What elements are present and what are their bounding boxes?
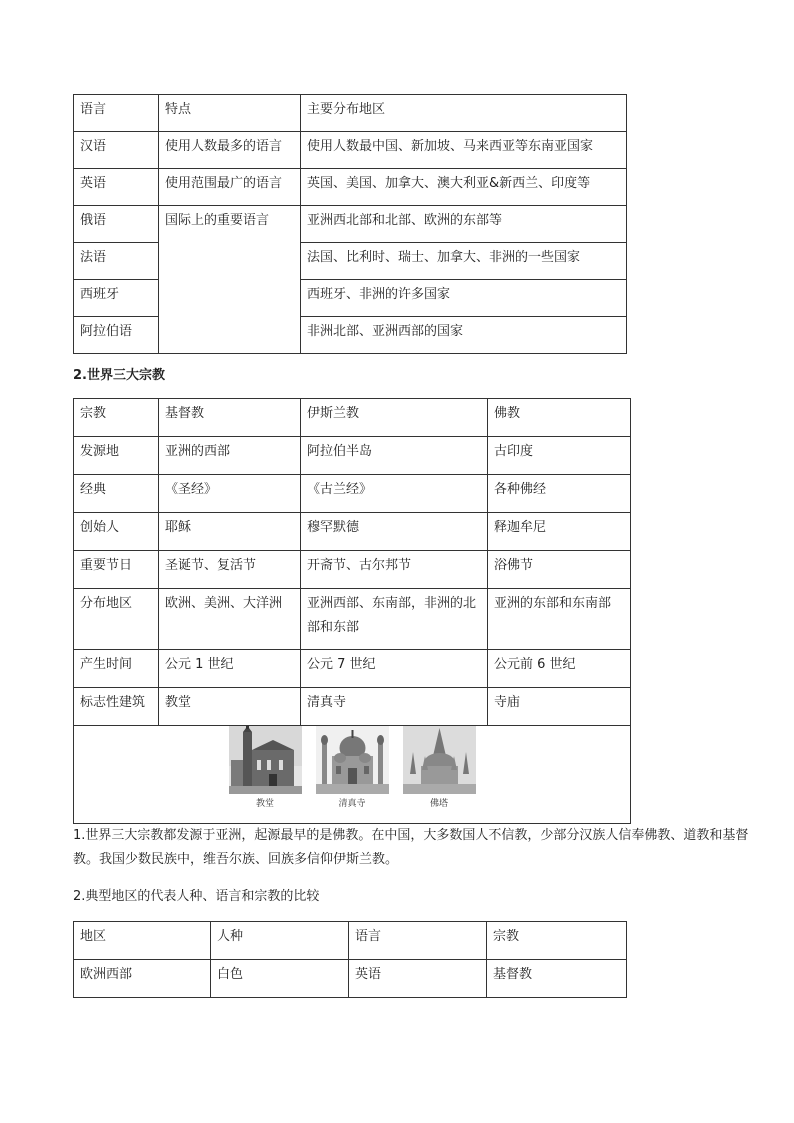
- language-cell: 俄语: [74, 206, 159, 243]
- language-cell: 西班牙: [74, 280, 159, 317]
- table-cell: 标志性建筑: [74, 688, 159, 726]
- table-cell: 各种佛经: [488, 475, 631, 513]
- table-cell: 欧洲西部: [74, 960, 211, 998]
- table-row: [74, 688, 631, 726]
- region-cell: 非洲北部、亚洲西部的国家: [301, 317, 627, 354]
- photo-caption: 佛塔: [429, 799, 448, 809]
- table-cell: 英语: [349, 960, 487, 998]
- mosque-photo: [316, 726, 389, 810]
- language-cell: 法语: [74, 243, 159, 280]
- table-cell: 公元前 6 世纪: [488, 650, 631, 688]
- region-cell: 法国、比利时、瑞士、加拿大、非洲的一些国家: [301, 243, 627, 280]
- table-cell: 穆罕默德: [301, 513, 488, 551]
- table-cell: 公元 1 世纪: [159, 650, 301, 688]
- region-cell: 亚洲西北部和北部、欧洲的东部等: [301, 206, 627, 243]
- table-row: [74, 589, 631, 650]
- header-cell: 语言: [74, 95, 159, 132]
- note-paragraph: 1.世界三大宗教都发源于亚洲，起源最早的是佛教。在中国，大多数国人不信教，少部分汉族人信奉佛教、道教和基督教。我国少数民族中，维吾尔族、回族多信仰伊斯兰教。: [73, 828, 749, 867]
- header-cell: 宗教: [74, 399, 159, 437]
- table-row: [74, 960, 627, 998]
- table-cell: 阿拉伯半岛: [301, 437, 488, 475]
- table-row: [74, 243, 627, 280]
- header-cell: 语言: [349, 922, 487, 960]
- region-cell: 使用人数最中国、新加坡、马来西亚等东南亚国家: [301, 132, 627, 169]
- photo-strip: [74, 726, 630, 810]
- table-row: [74, 437, 631, 475]
- language-cell: 英语: [74, 169, 159, 206]
- table-cell: 释迦牟尼: [488, 513, 631, 551]
- table-header-row: [74, 95, 627, 132]
- table-cell: 圣诞节、复活节: [159, 551, 301, 589]
- table-cell: 《古兰经》: [301, 475, 488, 513]
- table-cell: 亚洲的东部和东南部: [488, 589, 631, 650]
- feature-cell: 使用人数最多的语言: [159, 132, 301, 169]
- church-photo: [229, 726, 302, 810]
- table-cell: 经典: [74, 475, 159, 513]
- table-cell: 亚洲西部、东南部，非洲的北部和东部: [301, 589, 488, 650]
- photo-cell: [74, 726, 631, 824]
- photo-caption: 教堂: [255, 799, 274, 809]
- region-cell: 西班牙、非洲的许多国家: [301, 280, 627, 317]
- region-comparison-table: [73, 921, 627, 998]
- feature-cell: 使用范围最广的语言: [159, 169, 301, 206]
- table-row: [74, 169, 627, 206]
- table-row: [74, 317, 627, 354]
- photo-row: [74, 726, 631, 824]
- table-row: [74, 475, 631, 513]
- table-cell: 分布地区: [74, 589, 159, 650]
- header-cell: 伊斯兰教: [301, 399, 488, 437]
- religion-table: [73, 398, 631, 824]
- language-cell: 阿拉伯语: [74, 317, 159, 354]
- pagoda-photo: [403, 726, 476, 810]
- table-cell: 浴佛节: [488, 551, 631, 589]
- header-cell: 佛教: [488, 399, 631, 437]
- table-cell: 《圣经》: [159, 475, 301, 513]
- header-cell: 人种: [211, 922, 349, 960]
- table-cell: 重要节日: [74, 551, 159, 589]
- table-cell: 寺庙: [488, 688, 631, 726]
- table-cell: 古印度: [488, 437, 631, 475]
- languages-table: [73, 94, 627, 354]
- table-row: [74, 551, 631, 589]
- region-cell: 英国、美国、加拿大、澳大利亚&新西兰、印度等: [301, 169, 627, 206]
- table-row: [74, 280, 627, 317]
- table-cell: 创始人: [74, 513, 159, 551]
- pagoda-image: [403, 726, 476, 794]
- table-cell: 教堂: [159, 688, 301, 726]
- table-cell: 欧洲、美洲、大洋洲: [159, 589, 301, 650]
- table-cell: 清真寺: [301, 688, 488, 726]
- mosque-image: [316, 726, 389, 794]
- table-cell: 开斋节、古尔邦节: [301, 551, 488, 589]
- church-image: [229, 726, 302, 794]
- table-header-row: [74, 399, 631, 437]
- header-cell: 地区: [74, 922, 211, 960]
- table-cell: 基督教: [487, 960, 627, 998]
- header-cell: 特点: [159, 95, 301, 132]
- header-cell: 主要分布地区: [301, 95, 627, 132]
- table-row: [74, 206, 627, 243]
- table-row: [74, 650, 631, 688]
- religion-heading: 2.世界三大宗教: [73, 368, 165, 383]
- language-cell: 汉语: [74, 132, 159, 169]
- photo-caption: 清真寺: [338, 799, 366, 809]
- table-cell: 产生时间: [74, 650, 159, 688]
- header-cell: 基督教: [159, 399, 301, 437]
- table-cell: 公元 7 世纪: [301, 650, 488, 688]
- table-cell: 耶稣: [159, 513, 301, 551]
- table-header-row: [74, 922, 627, 960]
- table-cell: 白色: [211, 960, 349, 998]
- table-row: [74, 513, 631, 551]
- table-cell: 亚洲的西部: [159, 437, 301, 475]
- table-cell: 发源地: [74, 437, 159, 475]
- header-cell: 宗教: [487, 922, 627, 960]
- feature-cell: 国际上的重要语言: [159, 206, 301, 354]
- table-row: [74, 132, 627, 169]
- note-heading: 2.典型地区的代表人种、语言和宗教的比较: [73, 889, 320, 904]
